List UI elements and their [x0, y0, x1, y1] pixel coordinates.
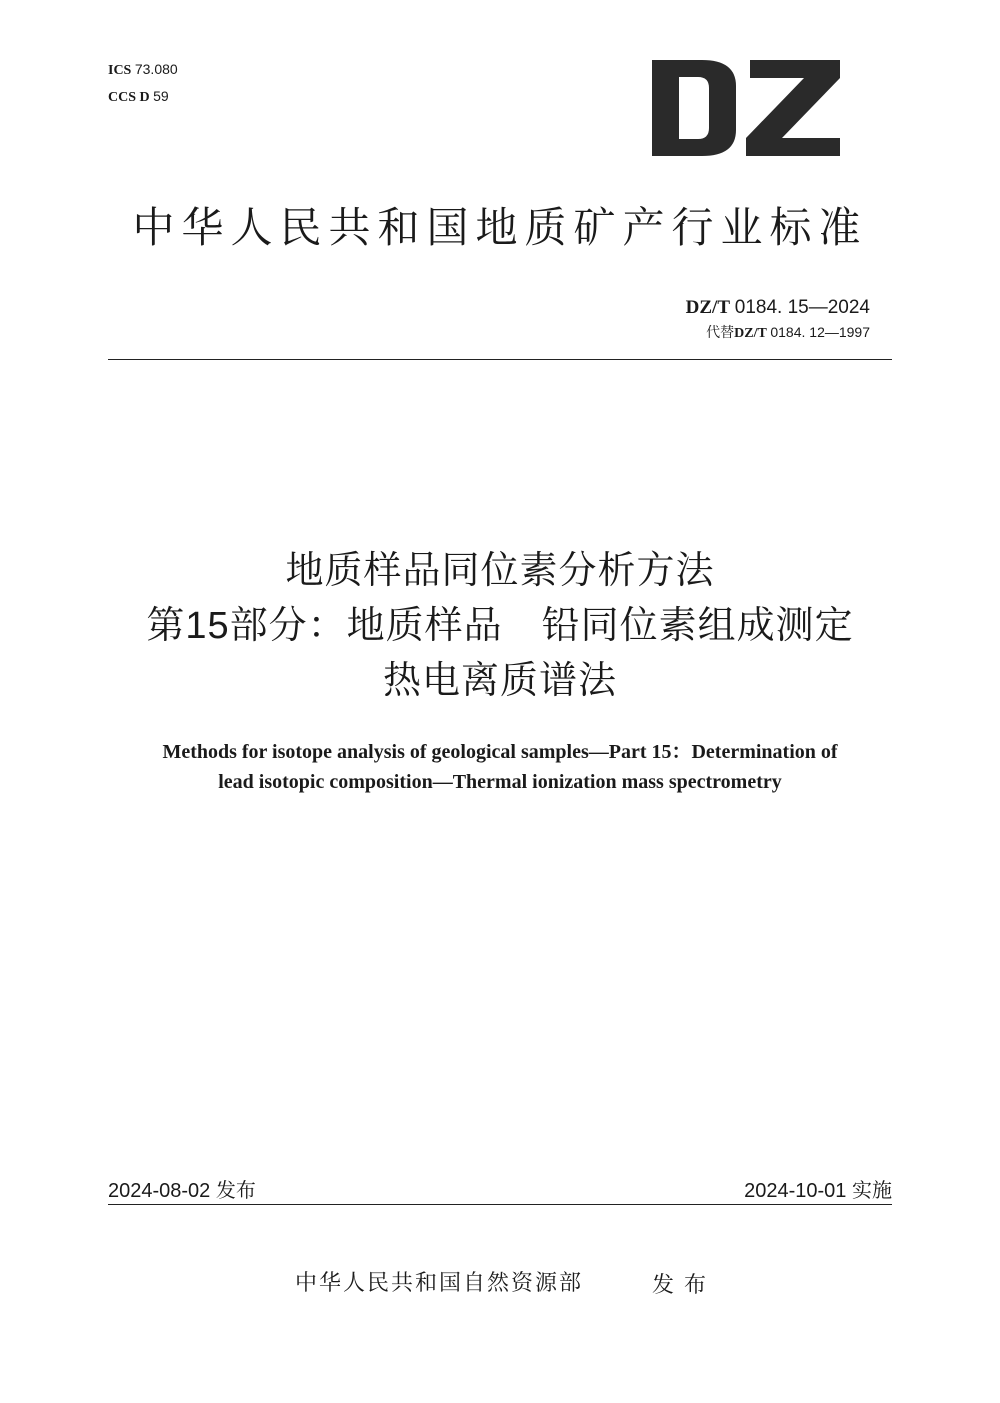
ccs-label: CCS D	[108, 90, 150, 105]
publish-date: 2024-08-02 发布	[108, 1180, 256, 1202]
issue-verb: 发布	[652, 1272, 717, 1297]
replaces-standard	[706, 323, 870, 343]
standard-number-value: 0184. 15—2024	[734, 297, 870, 318]
dz-logo	[652, 60, 840, 156]
ccs-code	[108, 87, 169, 107]
title-en-line1: Methods for isotope analysis of geological samples—Part 15：Determination of	[162, 741, 838, 763]
title-en-line2: lead isotopic composition—Thermal ionization mass spectrometry	[218, 771, 782, 793]
ics-label: ICS	[108, 63, 132, 78]
issuer-name: 中华人民共和国自然资源部	[295, 1270, 584, 1295]
ics-code	[108, 60, 178, 80]
replaces-prefix: DZ/T	[734, 326, 767, 341]
replaces-label: 代替	[706, 324, 735, 340]
logo-letter-z	[746, 60, 840, 156]
replaces-number: 0184. 12—1997	[770, 324, 870, 340]
standard-type-heading: 中华人民共和国地质矿产行业标准	[132, 204, 868, 251]
bottom-divider	[108, 1204, 892, 1205]
title-zh-line1: 地质样品同位素分析方法	[285, 550, 715, 592]
standard-number	[686, 296, 870, 320]
standard-number-prefix: DZ/T	[685, 297, 731, 318]
top-divider	[108, 359, 892, 360]
ics-value: 73.080	[134, 61, 178, 77]
title-zh-line3: 热电离质谱法	[382, 660, 617, 702]
implement-date: 2024-10-01 实施	[744, 1180, 892, 1202]
title-zh-line2: 第15部分：地质样品 铅同位素组成测定	[146, 605, 854, 647]
logo-letter-d	[652, 60, 736, 156]
ccs-value: 59	[153, 88, 169, 104]
